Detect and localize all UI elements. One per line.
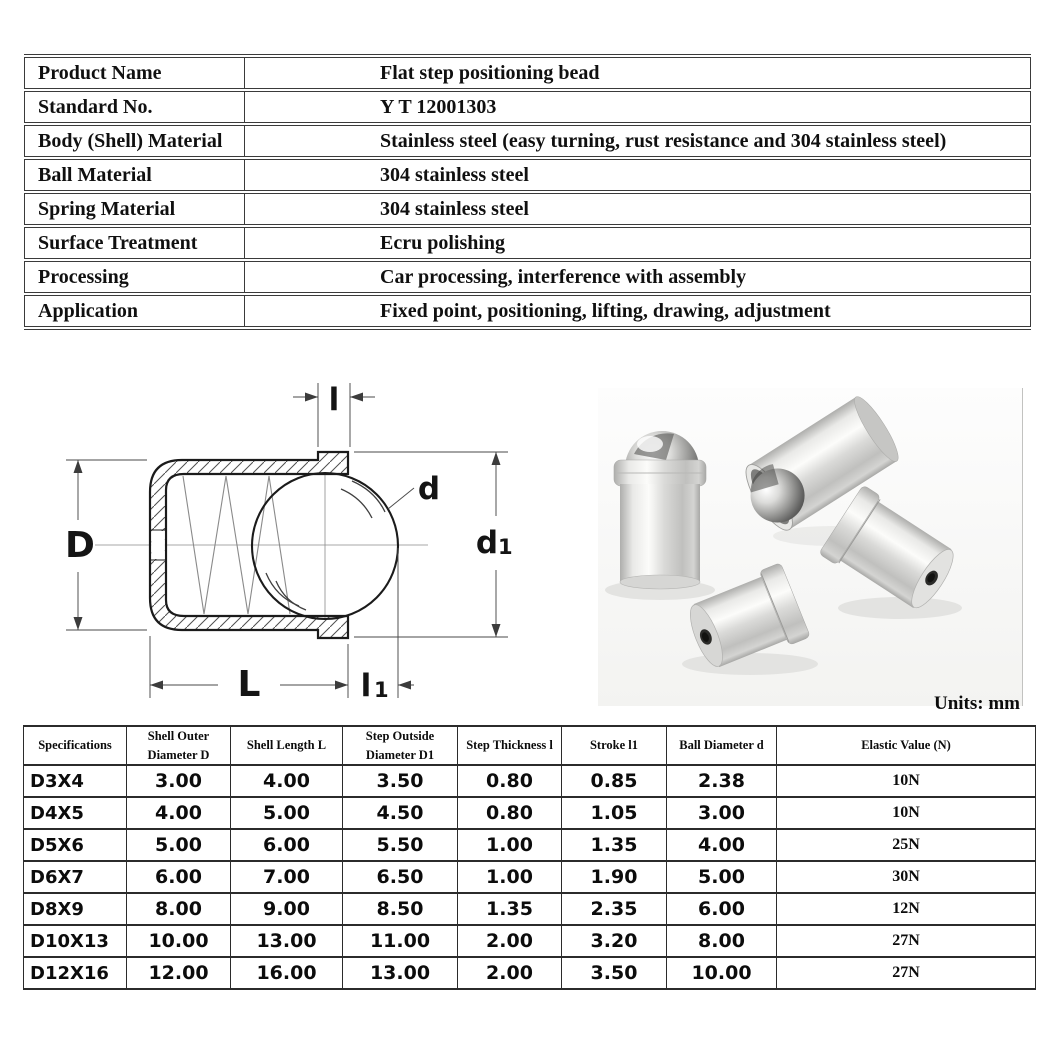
table-row (25, 226, 1031, 260)
spec-cell: 27N (777, 957, 1036, 989)
spec-cell: 3.50 (343, 765, 458, 797)
spec-cell: 0.85 (562, 765, 667, 797)
cross-section-drawing (65, 382, 513, 705)
dim-label-l: l (328, 382, 340, 418)
info-label: Body (Shell) Material (25, 124, 245, 158)
info-label: Ball Material (25, 158, 245, 192)
spec-cell: 13.00 (343, 957, 458, 989)
spec-cell: 10N (777, 765, 1036, 797)
spec-cell: 5.00 (667, 861, 777, 893)
info-label: Application (25, 294, 245, 328)
spec-cell: 4.00 (231, 765, 343, 797)
spec-table (23, 725, 1036, 990)
table-row (24, 797, 1036, 829)
dim-label-l1-sub: 1 (374, 678, 389, 702)
spec-cell: D10X13 (24, 925, 127, 957)
spec-cell: 8.50 (343, 893, 458, 925)
info-value: Car processing, interference with assembly (245, 260, 1031, 294)
spec-cell: 10.00 (667, 957, 777, 989)
info-value: Stainless steel (easy turning, rust resistance and 304 stainless steel) (245, 124, 1031, 158)
info-value: Flat step positioning bead (245, 56, 1031, 90)
info-value: 304 stainless steel (245, 192, 1031, 226)
spec-cell: 5.00 (127, 829, 231, 861)
spec-cell: 2.35 (562, 893, 667, 925)
spec-cell: 1.90 (562, 861, 667, 893)
spec-cell: 11.00 (343, 925, 458, 957)
table-row (25, 90, 1031, 124)
spec-cell: 8.00 (667, 925, 777, 957)
spec-cell: 10.00 (127, 925, 231, 957)
spec-cell: 0.80 (458, 765, 562, 797)
info-value: Y T 12001303 (245, 90, 1031, 124)
spec-header-cell: Step Thickness l (458, 726, 562, 765)
spec-header-cell: Ball Diameter d (667, 726, 777, 765)
spec-cell: 16.00 (231, 957, 343, 989)
spec-cell: D4X5 (24, 797, 127, 829)
spec-cell: 0.80 (458, 797, 562, 829)
spec-cell: 10N (777, 797, 1036, 829)
spec-cell: 2.00 (458, 925, 562, 957)
spec-cell: 5.00 (231, 797, 343, 829)
spec-cell: 4.50 (343, 797, 458, 829)
spec-header-cell: Specifications (24, 726, 127, 765)
spec-cell: D6X7 (24, 861, 127, 893)
spec-cell: D8X9 (24, 893, 127, 925)
dim-label-d: d (417, 471, 441, 507)
info-label: Spring Material (25, 192, 245, 226)
spec-cell: D12X16 (24, 957, 127, 989)
spec-cell: 2.38 (667, 765, 777, 797)
product-photo (598, 388, 1023, 706)
spec-header-cell: Shell Outer Diameter D (127, 726, 231, 765)
units-label: Units: mm (933, 693, 1020, 714)
spec-cell: 30N (777, 861, 1036, 893)
ball-reflection-arcs (266, 481, 385, 610)
dim-label-d1-base: d (475, 525, 499, 561)
table-row (24, 829, 1036, 861)
spec-cell: 6.50 (343, 861, 458, 893)
spec-cell: 8.00 (127, 893, 231, 925)
info-label: Processing (25, 260, 245, 294)
spec-header-cell: Stroke l1 (562, 726, 667, 765)
spec-header-cell: Shell Length L (231, 726, 343, 765)
spec-cell: 3.20 (562, 925, 667, 957)
spec-cell: 2.00 (458, 957, 562, 989)
info-value: Fixed point, positioning, lifting, drawing, adjustment (245, 294, 1031, 328)
table-row (24, 765, 1036, 797)
left-wall-band (151, 531, 165, 559)
info-label: Surface Treatment (25, 226, 245, 260)
spec-header-cell: Step Outside Diameter D1 (343, 726, 458, 765)
spec-cell: 1.35 (562, 829, 667, 861)
spec-cell: 1.00 (458, 861, 562, 893)
info-label: Standard No. (25, 90, 245, 124)
spec-cell: 3.50 (562, 957, 667, 989)
spec-cell: 3.00 (127, 765, 231, 797)
dim-label-d1-sub: 1 (498, 535, 513, 559)
table-row (24, 893, 1036, 925)
spec-cell: 13.00 (231, 925, 343, 957)
table-row (25, 294, 1031, 328)
info-label: Product Name (25, 56, 245, 90)
info-value: 304 stainless steel (245, 158, 1031, 192)
spec-cell: 9.00 (231, 893, 343, 925)
product-info-table (24, 54, 1031, 330)
spec-cell: 7.00 (231, 861, 343, 893)
spec-cell: 5.50 (343, 829, 458, 861)
spec-cell: 12.00 (127, 957, 231, 989)
dim-label-l1-base: l (360, 668, 372, 704)
table-row (25, 56, 1031, 90)
spec-cell: 6.00 (667, 893, 777, 925)
spec-cell: 1.00 (458, 829, 562, 861)
spec-cell: 27N (777, 925, 1036, 957)
spec-cell: 1.35 (458, 893, 562, 925)
dimension-lines (66, 383, 508, 698)
table-row (25, 260, 1031, 294)
table-row (25, 158, 1031, 192)
spec-cell: D3X4 (24, 765, 127, 797)
table-row (24, 957, 1036, 989)
table-row (24, 925, 1036, 957)
spec-cell: 6.00 (127, 861, 231, 893)
spec-cell: 1.05 (562, 797, 667, 829)
spec-cell: 4.00 (127, 797, 231, 829)
spec-header-cell: Elastic Value (N) (777, 726, 1036, 765)
spec-cell: 12N (777, 893, 1036, 925)
spec-cell: 3.00 (667, 797, 777, 829)
dim-label-L: L (237, 664, 261, 705)
dimension-arrowheads (74, 393, 501, 690)
spec-cell: 4.00 (667, 829, 777, 861)
spec-header-row (24, 726, 1036, 765)
plunger-upright (614, 431, 706, 589)
dim-label-D: D (65, 525, 95, 566)
info-value: Ecru polishing (245, 226, 1031, 260)
table-row (24, 861, 1036, 893)
spec-cell: D5X6 (24, 829, 127, 861)
table-row (25, 192, 1031, 226)
spec-cell: 25N (777, 829, 1036, 861)
table-row (25, 124, 1031, 158)
spec-cell: 6.00 (231, 829, 343, 861)
